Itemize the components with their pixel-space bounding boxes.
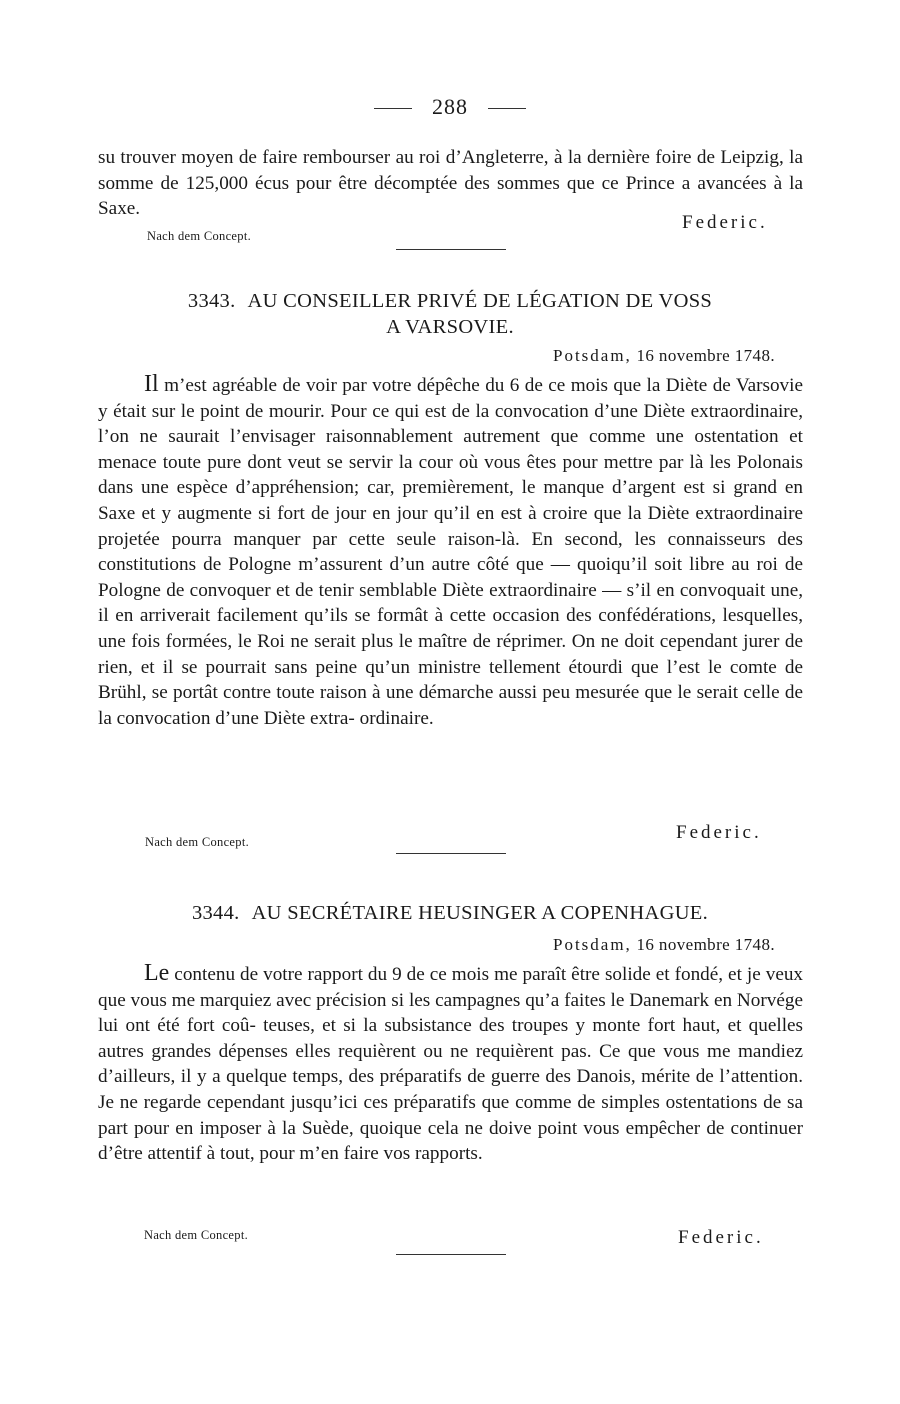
letter-3344-line: vous me mandiez d’ailleurs, il y a quelque temps, des préparatifs de xyxy=(98,1040,804,1088)
letter-3344-heading xyxy=(0,900,900,926)
letter-3344-text xyxy=(98,961,803,1167)
section-rule xyxy=(396,249,506,250)
letter-3344-line: guerre des Danois, mérite de l’attention. Je ne regarde cependant xyxy=(98,1066,803,1113)
letter-3343-dateline xyxy=(553,346,775,366)
letter-3343-line: la Diète de Varsovie y était sur le point de mourir. Pour ce qui est xyxy=(98,375,803,422)
letter-3343-source: Nach dem Concept. xyxy=(145,835,250,849)
letter-3344-line: campagnes qu’a faites le Danemark en Norvége lui ont été fort coû- xyxy=(98,989,803,1037)
letter-3343-date: 16 novembre 1748. xyxy=(636,346,775,365)
header-dash-right xyxy=(488,108,526,109)
letter-3344-line: contenu de votre rapport du 9 de ce mois me paraît être xyxy=(169,964,600,985)
letter-3344-line: solide et fondé, et je veux que vous me marquiez avec précision si les xyxy=(98,964,804,1011)
letter-3344-line: autres grandes dépenses elles requièrent ou ne requièrent pas. Ce que xyxy=(98,1040,656,1062)
letter-3344-date: 16 novembre 1748. xyxy=(636,935,775,954)
letter-3343-line: et il se pourrait sans peine qu’un ministre tellement étourdi que l’est xyxy=(140,656,700,678)
letter-3344-signature: Federic. xyxy=(678,1227,764,1248)
letter-3344-place: Potsdam, xyxy=(553,935,632,954)
letter-3343-line: de la convocation d’une Diète extraordinaire, l’on ne saurait l’envisager xyxy=(98,400,804,448)
letter-3344-title-line1 xyxy=(0,900,900,926)
intro-source: Nach dem Concept. xyxy=(147,229,252,243)
letter-3344-line: pour en imposer à la Suède, quoique cela ne doive point vous empêcher xyxy=(133,1117,701,1139)
header-dash-left xyxy=(374,108,412,109)
letter-3344-line: de continuer d’être attentif à tout, pour m’en faire vos rapports. xyxy=(98,1117,804,1165)
letter-3343-line: qu’il en est à croire que la Diète extraordinaire projetée pourra manquer xyxy=(98,502,804,550)
letter-3343-line: le comte de Brühl, se portât contre toute raison à une démarche aussi xyxy=(98,656,803,704)
letter-3343-place: Potsdam, xyxy=(553,346,632,365)
intro-text xyxy=(98,145,803,222)
letter-3344-line: teuses, et si la subsistance des troupes y monte fort haut, et quelles xyxy=(263,1015,804,1037)
letter-3343-title-line1 xyxy=(0,288,900,314)
letter-3343-line: Pologne m’assurent d’un autre côté que — quoiqu’il soit libre au roi xyxy=(228,554,778,576)
page-number: 288 xyxy=(432,94,468,119)
letter-3343-text xyxy=(98,372,803,731)
letter-3343-line: m’est agréable de voir par votre dépêche du 6 de ce mois que xyxy=(158,375,642,396)
letter-3344-first-letter: Le xyxy=(144,960,170,986)
intro-line: foire de Leipzig, la somme de 125,000 écus pour être décomptée des xyxy=(98,147,804,194)
letter-3344-number: 3344. xyxy=(191,902,240,924)
section-rule xyxy=(396,853,506,854)
letter-3343-line: de Pologne de convoquer et de tenir semblable Diète extraordinaire — xyxy=(98,554,804,601)
letter-3343-line: Polonais dans une espèce d’appréhension; car, premièrement, le manque xyxy=(98,451,804,499)
letter-3343-line: cette occasion des confédérations, lesquelles, une fois formées, le Roi ne xyxy=(98,605,803,652)
letter-3344-dateline xyxy=(553,935,775,955)
letter-3343-line: d’argent est si grand en Saxe et y augmente si fort de jour en jour xyxy=(98,477,803,524)
letter-3343-line: ordinaire. xyxy=(359,707,434,729)
letter-3343-signature: Federic. xyxy=(676,822,762,843)
intro-paragraph xyxy=(98,145,803,222)
letter-3343-number: 3343. xyxy=(187,290,236,312)
letter-3343-line: par cette seule raison-là. En second, les connaisseurs des constitutions de xyxy=(98,528,804,576)
letter-3344-line: jusqu’ici ces préparatifs que comme de simples ostentations de sa part xyxy=(98,1091,803,1139)
letter-3343-first-letter: Il xyxy=(144,371,159,397)
letter-3344-source: Nach dem Concept. xyxy=(144,1228,249,1242)
letter-3343-title: AU CONSEILLER PRIVÉ DE LÉGATION DE VOSS xyxy=(247,290,713,312)
letter-3343-line: raisonnablement autrement que comme une ostentation et menace toute xyxy=(98,426,804,473)
intro-signature: Federic. xyxy=(682,212,768,233)
letter-3343-body xyxy=(98,372,803,731)
letter-3343-heading xyxy=(0,288,900,340)
letter-3343-line: serait plus le maître de réprimer. On ne doit cependant jurer de rien, xyxy=(98,630,803,678)
letter-3343-line: pure dont veut se servir la cour où vous êtes pour mettre par là les xyxy=(207,451,731,473)
letter-3343-title-line2: A VARSOVIE. xyxy=(386,316,514,338)
letter-3344-body xyxy=(98,961,803,1167)
page-header xyxy=(0,94,900,120)
letter-3343-line: peu mesurée que le serait celle de la convocation d’une Diète extra- xyxy=(98,682,804,729)
section-rule xyxy=(396,1254,506,1255)
letter-3344-title: AU SECRÉTAIRE HEUSINGER A COPENHAGUE. xyxy=(251,902,709,924)
intro-line: su trouver moyen de faire rembourser au roi d’Angleterre, à la dernière xyxy=(98,147,650,168)
letter-3343-line: s’il en convoquait une, il en arriverait facilement qu’ils se formât à xyxy=(98,579,804,627)
intro-line: sommes que ce Prince a avancées à la Saxe. xyxy=(98,172,804,220)
